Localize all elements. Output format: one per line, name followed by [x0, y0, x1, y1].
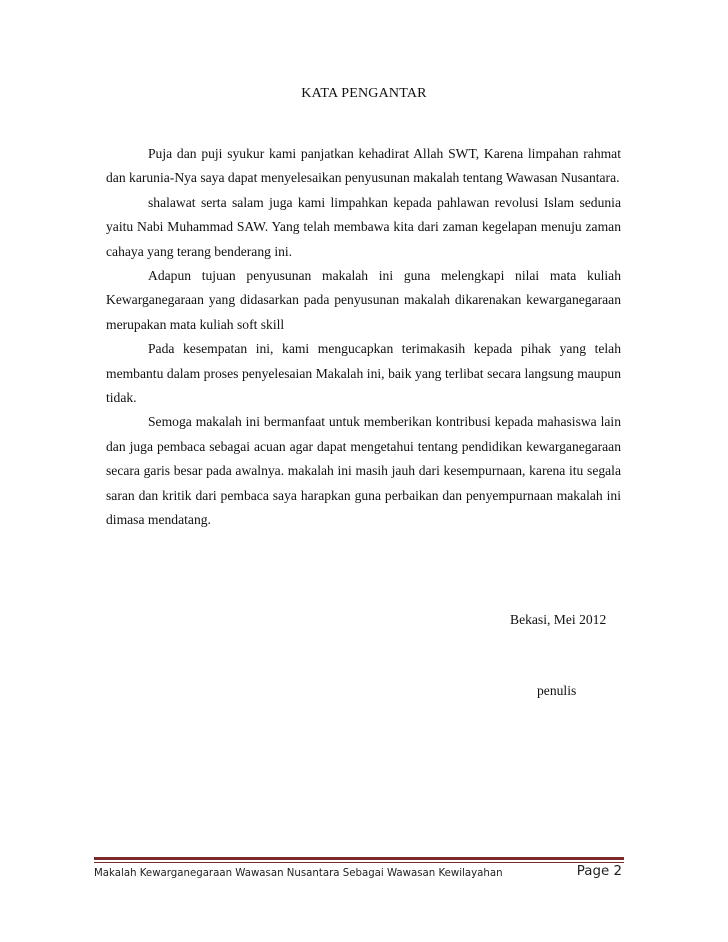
- author-signature: penulis: [537, 683, 577, 698]
- page-title: KATA PENGANTAR: [301, 86, 427, 101]
- page-number: Page 2: [576, 864, 622, 879]
- paragraph-4: Pada kesempatan ini, kami mengucapkan terimakasih kepada pihak yang telah membantu dalam proses penyelesaian Makalah ini, baik yang terlibat secara langsung maupun tidak.: [106, 341, 621, 406]
- paragraph-3: Adapun tujuan penyusunan makalah ini guna melengkapi nilai mata kuliah Kewarganegaraan yang didasarkan pada penyusunan makalah dikarenakan kewarganegaraan merupakan mata kuliah soft skill: [106, 268, 621, 332]
- body-text: [106, 142, 621, 533]
- footer-rule-thick: [94, 857, 624, 860]
- paragraph-2: shalawat serta salam juga kami limpahkan kepada pahlawan revolusi Islam sedunia yaitu Nabi Muhammad SAW. Yang telah membawa kita dari zaman kegelapan menuju zaman cahaya yang terang benderang ini.: [106, 194, 621, 259]
- footer-rule-thin: [94, 862, 624, 863]
- place-date: Bekasi, Mei 2012: [510, 612, 607, 627]
- paragraph-5: Semoga makalah ini bermanfaat untuk memberikan kontribusi kepada mahasiswa lain dan juga pembaca sebagai acuan agar dapat mengetahui tentang pendidikan kewarganegaraan secara garis besar pada awalnya. makalah ini masih jauh dari kesempurnaan, karena itu segala saran dan kritik dari pembaca saya harapkan guna perbaikan dan penyempurnaan makalah ini dimasa mendatang.: [106, 414, 621, 528]
- paragraph-1: Puja dan puji syukur kami panjatkan kehadirat Allah SWT, Karena limpahan rahmat dan karunia-Nya saya dapat menyelesaikan penyusunan makalah tentang Wawasan Nusantara.: [106, 146, 621, 186]
- footer-title: Makalah Kewarganegaraan Wawasan Nusantara Sebagai Wawasan Kewilayahan: [94, 868, 503, 879]
